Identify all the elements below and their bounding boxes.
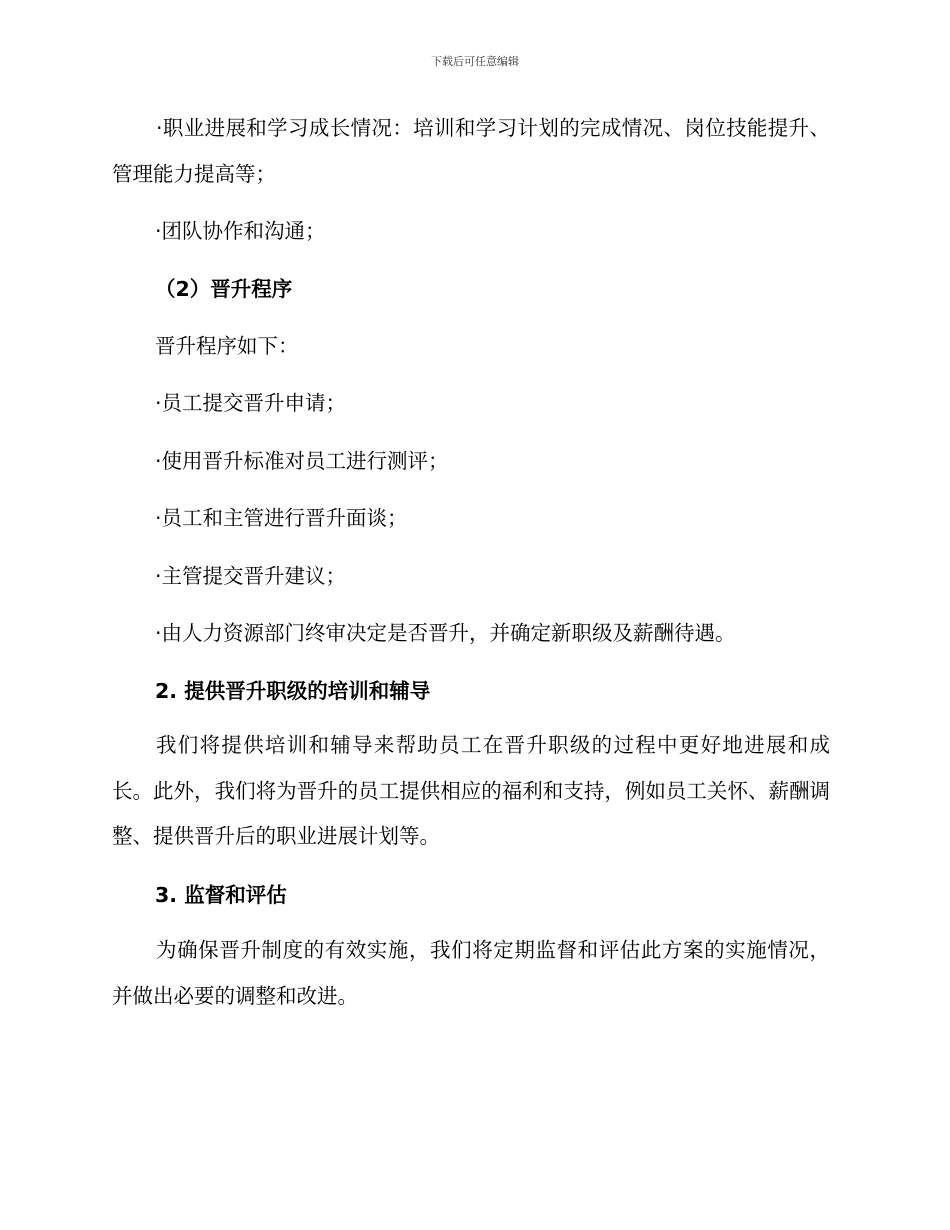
page-header: 下载后可任意编辑	[431, 55, 519, 68]
list-item-step: ·主管提交晋升建议；	[155, 564, 347, 588]
paragraph-training: 我们将提供培训和辅导来帮助员工在晋升职级的过程中更好地进展和成长。此外，我们将为晋升的员工提供相应的福利和支持，例如员工关怀、薪酬调整、提供晋升后的职业进展计划等。	[112, 733, 830, 848]
list-item-step: ·员工和主管进行晋升面谈；	[155, 506, 408, 530]
section-heading-promotion-procedure: （2）晋升程序	[155, 277, 293, 301]
paragraph-monitoring: 为确保晋升制度的有效实施，我们将定期监督和评估此方案的实施情况，并做出必要的调整和改进。	[112, 938, 830, 1008]
list-item-step: ·使用晋升标准对员工进行测评；	[155, 449, 449, 473]
section-heading-training: 2. 提供晋升职级的培训和辅导	[155, 679, 431, 703]
section-heading-monitoring: 3. 监督和评估	[155, 883, 287, 907]
list-item-step: ·由人力资源部门终审决定是否晋升，并确定新职级及薪酬待遇。	[155, 621, 736, 645]
bullet-teamwork: ·团队协作和沟通；	[155, 219, 326, 243]
list-item-step: ·员工提交晋升申请；	[155, 391, 347, 415]
paragraph-procedure-intro: 晋升程序如下：	[155, 334, 299, 358]
paragraph-career-progress: ·职业进展和学习成长情况：培训和学习计划的完成情况、岗位技能提升、管理能力提高等；	[112, 116, 830, 186]
